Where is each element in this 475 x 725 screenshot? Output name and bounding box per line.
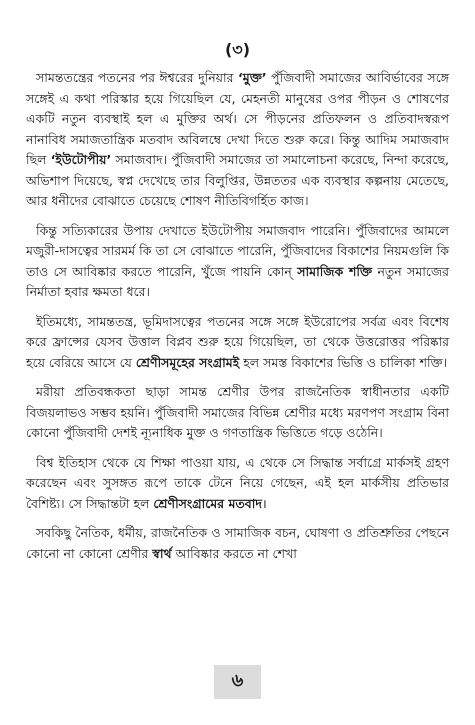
bold-term: শ্রেণীসংগ্রামের মতবাদ: [153, 495, 262, 511]
page-footer: [0, 665, 475, 699]
text-run: মরীয়া প্রতিবন্ধকতা ছাড়া সামন্ত শ্রেণীর উপর রাজনৈতিক স্বাধীনতার একটি বিজয়লাভও সম্ভব হয়নি। পুঁজিবাদী সমাজের বিভিন্ন শ্রেণীর মধ্যে মরণপণ সংগ্রাম বিনা কোনো পুঁজিবাদী দেশই ন্যূনাধিক মুক্ত ও গণতান্ত্রিক ভিত্তিতে গড়ে ওঠেনি।: [26, 384, 449, 440]
text-run: কিন্তু সত্যিকারের উপায় দেখাতে ইউটোপীয় সমাজবাদ পারেনি। পুঁজিবাদের আমলে মজুরী-দাসত্বের সারমর্ম কি তা সে বোঝাতে পারেনি, পুঁজিবাদের বিকাশের নিয়মগুলি কি তাও সে আবিষ্কার করতে পারেনি, খুঁজে পায়নি কোন্: [26, 222, 449, 279]
section-number: (৩): [224, 40, 251, 59]
text-run: বিশ্ব ইতিহাস থেকে যে শিক্ষা পাওয়া যায়, এ থেকে সে সিদ্ধান্ত সর্বাগ্রে মার্কসই গ্রহণ করেছেন এবং সুসঙ্গত রূপে তাকে টেনে নিয়ে গেছেন, এই হল মার্কসীয় প্রতিভার বৈশিষ্ট্য। সে সিদ্ধান্তটা হল: [26, 454, 449, 511]
body-text: [26, 68, 449, 573]
text-run: ইতিমধ্যে, সামন্ততন্ত্র, ভূমিদাসত্বের পতনের সঙ্গে সঙ্গে ইউরোপের সর্বত্র এবং বিশেষ করে ফ্রান্সের যেসব উত্তাল বিপ্লব শুরু হয়ে গিয়েছিল, তা থেকে উত্তরোত্তর পরিষ্কার হয়ে বেরিয়ে আসে যে: [26, 313, 449, 370]
paragraph: [26, 221, 449, 303]
paragraph: [26, 453, 449, 515]
bold-term: ‘মুক্ত’: [238, 70, 267, 85]
bold-term: ‘ইউটোপীয়’: [50, 152, 112, 167]
text-run: সমাজবাদ। পুঁজিবাদী সমাজের তা সমালোচনা করেছে, নিন্দা করেছে, অভিশাপ দিয়েছে, স্বপ্ন দেখেছে তার বিলুপ্তির, উন্নততর এক ব্যবস্থার কল্পনায় মেতেছে, আর ধনীদের বোঝাতে চেয়েছে শোষণ নীতিবিগর্হিত কাজ।: [26, 152, 449, 208]
text-run: নতুন সমাজের নির্মাতা হবার ক্ষমতা ধরে।: [26, 263, 450, 299]
text-run: আবিষ্কার করতে না শেখা: [171, 545, 297, 561]
paragraph: [26, 312, 449, 374]
text-run: সবকিছু নৈতিক, ধর্মীয়, রাজনৈতিক ও সামাজিক বচন, ঘোষণা ও প্রতিশ্রুতির পেছনে কোনো না কোনো শ্রেণীর: [26, 525, 449, 561]
page-number: ৬: [214, 665, 262, 699]
text-run: সামন্ততন্ত্রের পতনের পর ঈশ্বরের দুনিয়ার: [36, 70, 239, 85]
bold-term: সামাজিক শক্তি: [297, 263, 373, 279]
bold-term: শ্রেণীসমূহের সংগ্রামই: [135, 354, 240, 370]
text-run: ।: [261, 495, 267, 511]
paragraph: [26, 382, 449, 444]
paragraph: [26, 523, 449, 564]
bold-term: স্বার্থ: [152, 545, 172, 561]
text-run: পুঁজিবাদী সমাজের আবির্ভাবের সঙ্গে সঙ্গেই এ কথা পরিস্কার হয়ে গিয়েছিল যে, মেহনতী মানুষের ওপর পীড়ন ও শোষণের একটি নতুন ব্যবস্থাই হল এ মুক্তির অর্থ। সে পীড়নের প্রতিফলন ও প্রতিবাদস্বরূপ নানাবিধ সমাজতান্ত্রিক মতবাদ অবিলম্বে দেখা দিতে শুরু করে। কিন্তু আদিম সমাজবাদ ছিল: [26, 70, 450, 167]
text-run: হল সমস্ত বিকাশের ভিত্তি ও চালিকা শক্তি।: [239, 354, 448, 370]
paragraph: [26, 68, 449, 212]
